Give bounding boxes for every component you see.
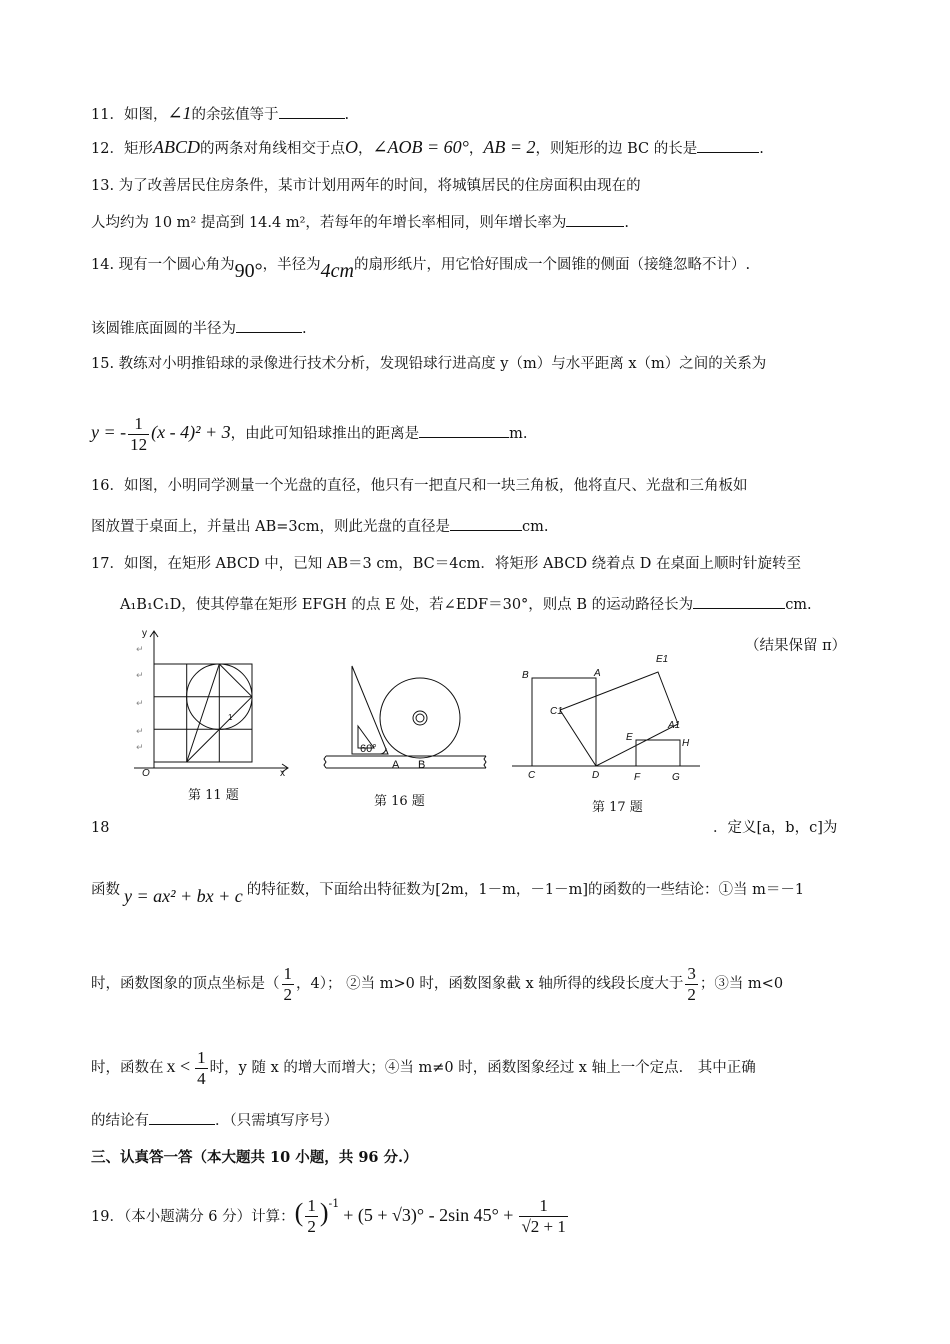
figure-11: [128, 628, 298, 780]
question-18-line-4: 时，函数在 x < $\frac{1}{4}$ 时，y 随 x 的增大而增大；④当 m≠0 时，函数图象经过 x 轴上一个定点． 其中正确: [91, 1047, 756, 1088]
fig17-label-a1: A1: [668, 720, 681, 731]
question-11: 11．如图，∠1的余弦值等于 .: [91, 103, 350, 123]
fig11-label-y: y: [142, 628, 147, 639]
fig17-label-e: E: [626, 732, 633, 743]
question-12: 12．矩形ABCD的两条对角线相交于点O，∠AOB = 60°，AB = 2，则矩形的边 BC 的长是 .: [91, 137, 764, 157]
answer-blank-16[interactable]: [450, 516, 522, 531]
fig17-label-c1: C1: [550, 706, 563, 717]
fig17-label-h: H: [682, 738, 690, 749]
question-14: 14. 现有一个圆心角为90°，半径为4cm的扇形纸片，用它恰好围成一个圆锥的侧面（接缝忽略不计）.: [91, 257, 751, 282]
fig11-label-1: 1: [228, 713, 233, 722]
question-18-right: ．定义[a，b，c]为: [713, 820, 838, 836]
question-19: 19．（本小题满分 6 分）计算：( $\frac{1}{2}$ )$^{-1}$+ (5 + √3)° - 2sin 45° + $\frac{1}{√2 + 1}$: [91, 1196, 566, 1237]
fig16-label-a: A: [392, 759, 400, 771]
question-17-line-2: A₁B₁C₁D，使其停靠在矩形 EFGH 的点 E 处，若∠EDF＝30°，则点 B 的运动路径长为 cm.: [120, 594, 812, 615]
figure-17-caption: 第 17 题: [592, 800, 643, 815]
answer-blank-17[interactable]: [693, 594, 785, 609]
answer-blank-13[interactable]: [566, 212, 624, 227]
rectangle-abcd: [532, 678, 596, 766]
svg-text:↵: ↵: [136, 742, 144, 752]
fig16-label-b: B: [418, 759, 426, 771]
section-3-title: 三、认真答一答（本大题共 10 小题，共 96 分.）: [91, 1149, 418, 1166]
question-16-line-2: 图放置于桌面上，并量出 AB=3cm，则此光盘的直径是 cm.: [91, 516, 548, 537]
question-17-line-1: 17．如图，在矩形 ABCD 中，已知 AB＝3 cm，BC＝4cm．将矩形 ABCD 绕着点 D 在桌面上顺时针旋转至: [91, 556, 802, 572]
svg-text:↵: ↵: [136, 698, 144, 708]
svg-text:↵: ↵: [136, 670, 144, 680]
answer-blank-11[interactable]: [279, 104, 345, 119]
question-18-line-3: 时，函数图象的顶点坐标是（ $\frac{1}{2}$ ，4）； ②当 m>0 时，函数图象截 x 轴所得的线段长度大于 $\frac{3}{2}$ ；③当 m<0: [91, 963, 784, 1004]
figure-16: [322, 660, 490, 780]
figure-16-caption: 第 16 题: [374, 794, 425, 809]
question-13-line-2: 人均约为 10 m² 提高到 14.4 m²，若每年的年增长率相同，则年增长率为 .: [91, 212, 629, 233]
rectangle-efgh: [636, 740, 680, 766]
figure-17: [510, 648, 706, 788]
disc: [380, 678, 460, 758]
answer-blank-12[interactable]: [697, 138, 759, 153]
question-14-line-2: 该圆锥底面圆的半径为 .: [91, 318, 307, 339]
question-18-number: 18: [91, 820, 110, 836]
svg-text:↵: ↵: [136, 726, 144, 736]
question-18-line-5: 的结论有 ．（只需填写序号）: [91, 1110, 338, 1131]
fig17-label-g: G: [672, 772, 680, 783]
fig16-label-angle: 60°: [360, 743, 377, 755]
fraction-1-12: $\frac{1}{12}$: [130, 413, 148, 454]
fig17-label-d: D: [592, 770, 600, 781]
set-square: [352, 666, 388, 754]
answer-blank-18[interactable]: [149, 1110, 215, 1125]
fig17-label-f: F: [634, 772, 641, 783]
rotated-rectangle: [560, 672, 681, 766]
svg-text:↵: ↵: [136, 644, 144, 654]
question-15-line-1: 15. 教练对小明推铅球的录像进行技术分析，发现铅球行进高度 y（m）与水平距离 x（m）之间的关系为: [91, 356, 767, 372]
fig17-label-b: B: [522, 670, 529, 681]
angle-1: ∠1: [167, 103, 192, 123]
question-16-line-1: 16．如图，小明同学测量一个光盘的直径，他只有一把直尺和一块三角板，他将直尺、光盘和三角板如: [91, 478, 748, 494]
answer-blank-14[interactable]: [236, 318, 302, 333]
answer-blank-15[interactable]: [419, 423, 509, 438]
question-15-line-2: y = - $\frac{1}{12}$ (x - 4)² + 3，由此可知铅球推出的距离是 m.: [91, 413, 528, 454]
fig17-label-a: A: [594, 668, 601, 679]
question-18-line-2: 函数 y = ax² + bx + c 的特征数，下面给出特征数为[2m，1－m，－1－m]的函数的一些结论：①当 m＝－1: [91, 882, 805, 906]
fig17-label-e1: E1: [656, 654, 669, 665]
fig11-label-x: x: [280, 768, 285, 779]
fig11-label-o: O: [142, 768, 150, 779]
q17-note: （结果保留 π）: [745, 638, 847, 654]
figure-11-caption: 第 11 题: [188, 788, 239, 803]
question-13-line-1: 13. 为了改善居民住房条件，某市计划用两年的时间，将城镇居民的住房面积由现在的: [91, 178, 641, 194]
fig17-label-c: C: [528, 770, 536, 781]
